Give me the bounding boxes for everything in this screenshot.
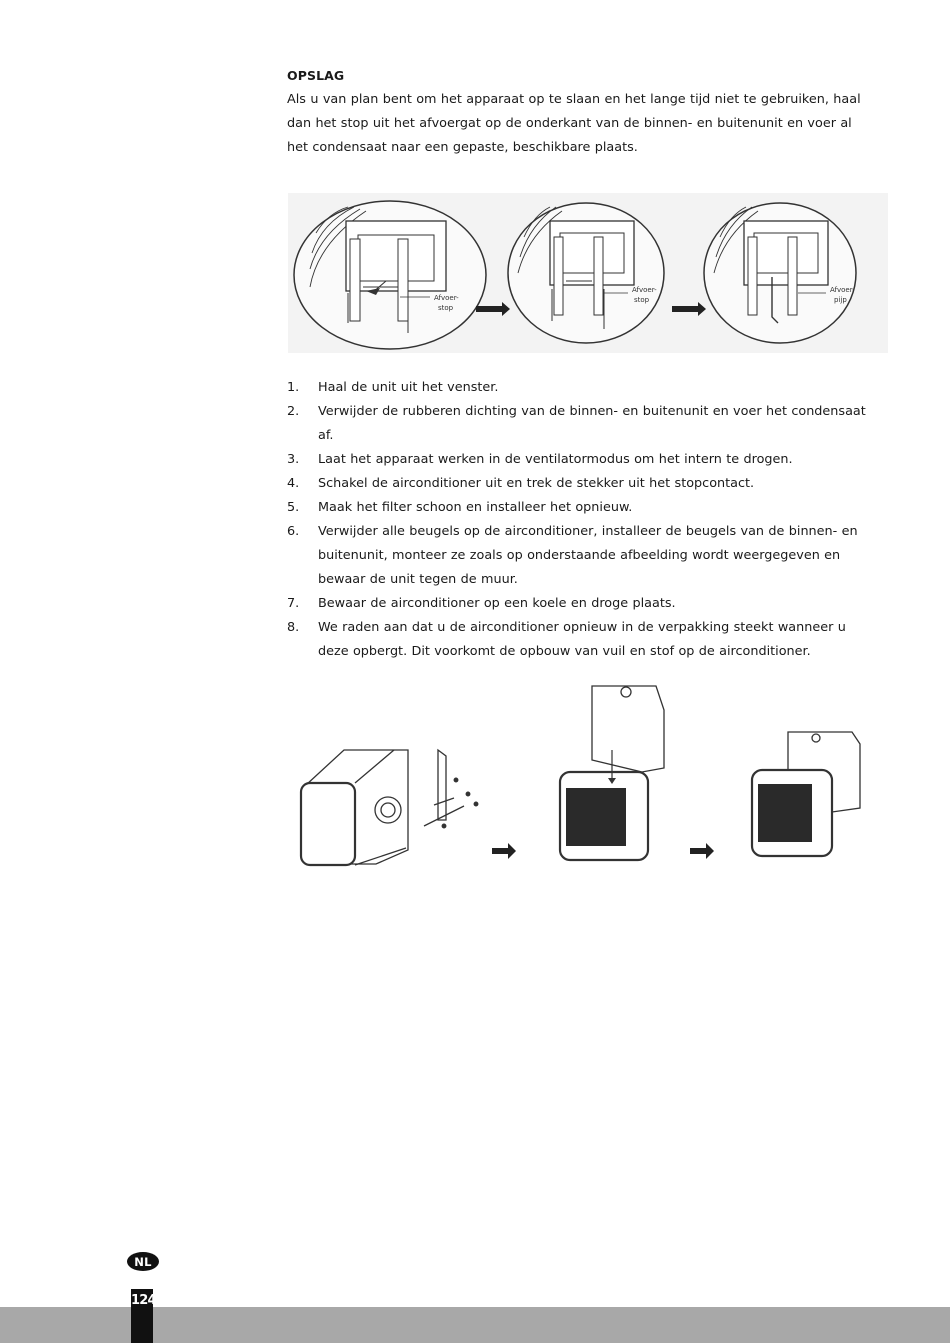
- arrow-right-icon: [690, 843, 714, 859]
- storage-steps-list: [287, 376, 877, 664]
- label-afvoerstop-1a: Afvoer-: [434, 294, 459, 302]
- page-number: 124: [131, 1293, 156, 1308]
- label-afvoerstop-2b: stop: [634, 296, 650, 304]
- list-item: 5. Maak het filter schoon en installeer het opnieuw.: [287, 500, 633, 515]
- label-afvoerstop-1b: stop: [438, 304, 454, 312]
- detail-view-1: [294, 201, 486, 349]
- storage-section: [287, 66, 877, 160]
- bracket-storage-figure: [296, 680, 876, 875]
- list-item: 3. Laat het apparaat werken in de ventilatormodus om het intern te drogen.: [287, 452, 793, 467]
- stored-units: [752, 732, 860, 856]
- drain-plug-figure: [288, 193, 888, 353]
- arrow-right-icon: [492, 843, 516, 859]
- list-item: 1. Haal de unit uit het venster.: [287, 380, 499, 395]
- list-item: 2. Verwijder de rubberen dichting van de binnen- en buitenunit en voer het condensaat af.: [287, 404, 866, 443]
- intro-paragraph: Als u van plan bent om het apparaat op te slaan en het lange tijd niet te gebruiken, haal dan het stop uit het afvoergat op de onderkant van de binnen- en buitenunit en voer al het condensaat naar een gepaste, beschikbare plaats.: [287, 92, 861, 155]
- list-item: 8. We raden aan dat u de airconditioner opnieuw in de verpakking steekt wanneer u deze opbergt. Dit voorkomt de opbouw van vuil en stof op de airconditioner.: [287, 620, 846, 659]
- section-heading: OPSLAG: [287, 68, 345, 83]
- indoor-unit-on-outdoor: [560, 686, 664, 860]
- label-afvoerpijp-b: pijp: [834, 296, 847, 304]
- language-badge: NL: [127, 1252, 159, 1271]
- list-item: 6. Verwijder alle beugels op de airconditioner, installeer de beugels van de binnen- en buitenunit, monteer ze zoals op onderstaande afbeelding wordt weergegeven en bewaar de unit tegen de muur.: [287, 524, 858, 587]
- list-item: 4. Schakel de airconditioner uit en trek de stekker uit het stopcontact.: [287, 476, 755, 491]
- label-afvoerstop-2a: Afvoer-: [632, 286, 657, 294]
- unit-with-brackets: [301, 750, 478, 865]
- list-item: 7. Bewaar de airconditioner op een koele en droge plaats.: [287, 596, 676, 611]
- detail-view-2: [508, 203, 664, 343]
- detail-view-3: [704, 203, 856, 343]
- label-afvoerpijp-a: Afvoer-: [830, 286, 855, 294]
